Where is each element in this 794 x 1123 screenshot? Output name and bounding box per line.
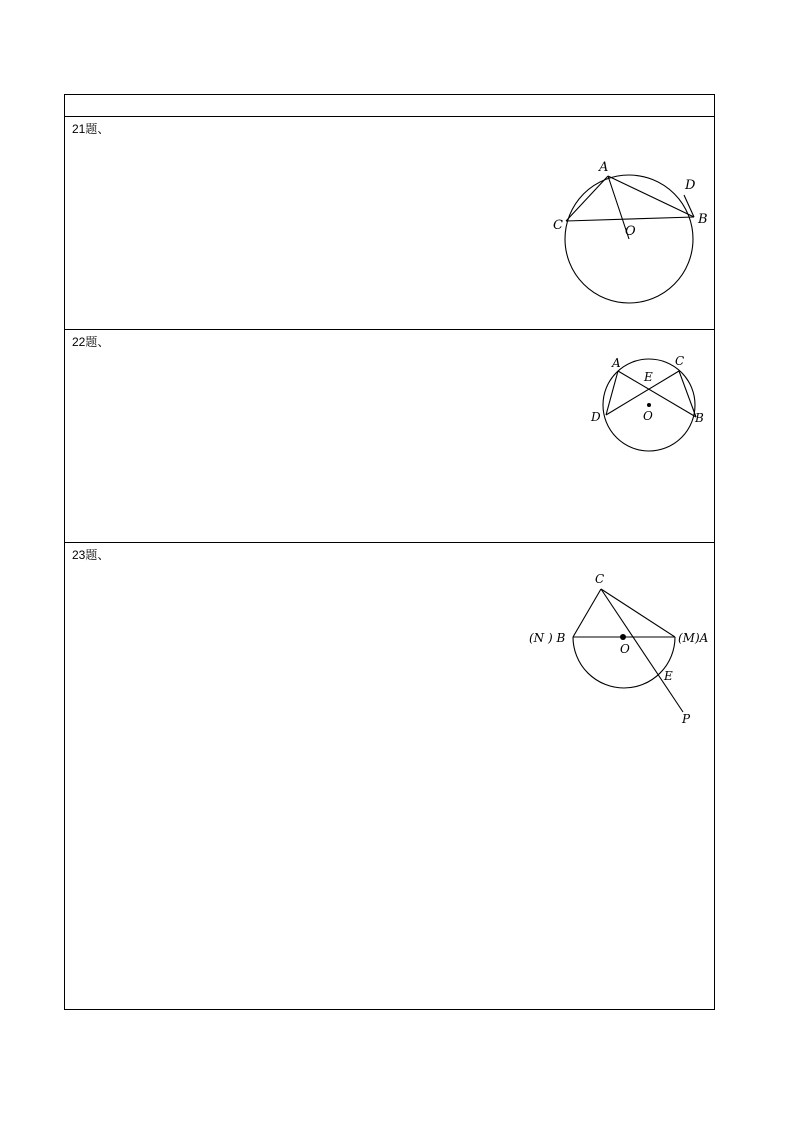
segment-ab (608, 176, 694, 217)
question-23-cell (65, 543, 714, 1009)
segment-cb (573, 589, 601, 637)
segment-ab (618, 371, 696, 417)
center-point-o (647, 403, 651, 407)
sheet-header-row (65, 95, 714, 117)
center-point-o (620, 634, 626, 640)
segment-cb (566, 217, 694, 221)
point-ma-label: (M)A (678, 631, 709, 645)
point-b-label: B (695, 411, 704, 425)
point-a-label: A (599, 160, 609, 175)
point-e-label: E (664, 669, 673, 683)
question-22-label: 22题、 (72, 335, 110, 349)
segment-ac (566, 176, 608, 221)
point-c-label: C (675, 354, 685, 368)
segment-ca (601, 589, 675, 637)
ray-cp (601, 589, 683, 712)
question-22-cell (65, 330, 714, 543)
point-d-label: D (685, 178, 696, 193)
question-23-figure (527, 568, 712, 733)
answer-sheet (64, 94, 715, 1010)
point-o-label: O (643, 409, 653, 423)
point-c-label: C (595, 572, 605, 586)
question-21-figure (545, 137, 715, 312)
segment-db (684, 195, 694, 217)
point-e-label: E (644, 370, 653, 384)
question-21-cell (65, 117, 714, 330)
point-p-label: P (682, 712, 691, 726)
point-nb-label: (N ) B (529, 631, 566, 645)
point-c-label: C (553, 218, 563, 233)
question-21-label: 21题、 (72, 122, 110, 136)
point-o-label: O (625, 224, 636, 239)
point-d-label: D (591, 410, 601, 424)
point-b-label: B (698, 212, 708, 227)
point-a-label: A (612, 356, 621, 370)
question-22-figure (585, 350, 715, 455)
point-o-label: O (620, 642, 630, 656)
question-23-label: 23题、 (72, 548, 110, 562)
